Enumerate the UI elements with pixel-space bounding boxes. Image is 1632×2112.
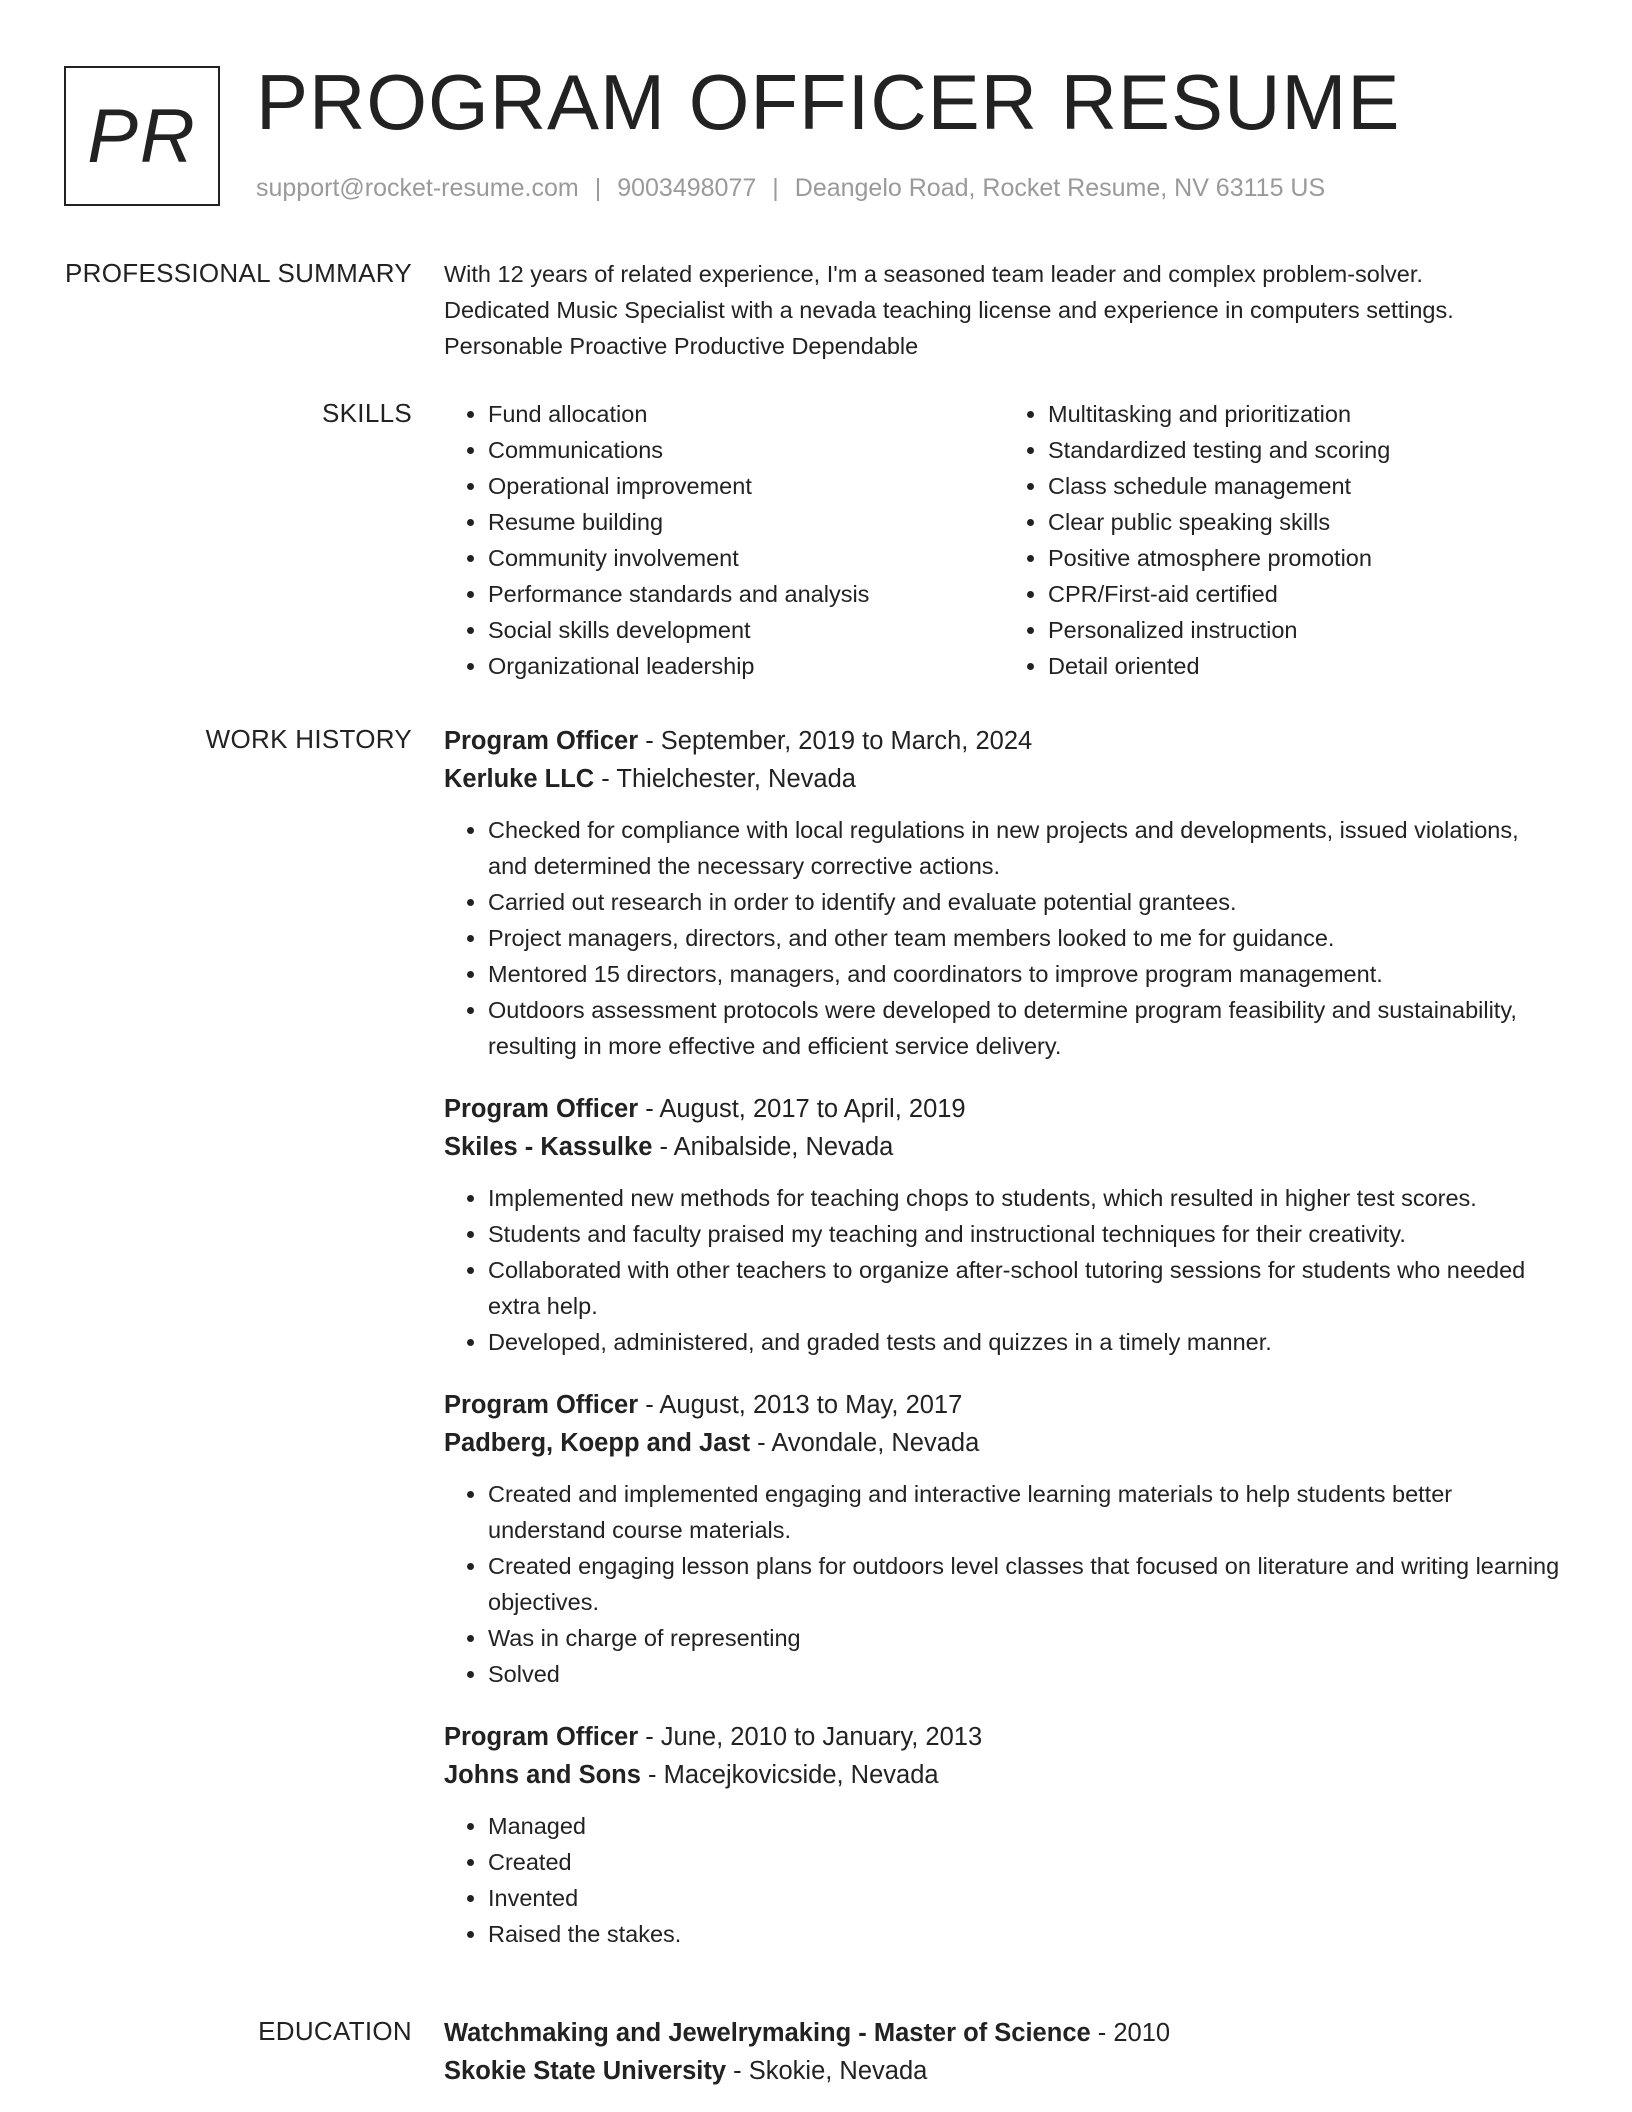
job-entry: [444, 722, 1564, 1064]
separator: |: [772, 174, 779, 202]
job-entry: [444, 1718, 1564, 1952]
contact-line: [256, 174, 1325, 203]
job-company: Skiles - Kassulke: [444, 1133, 653, 1161]
summary-body: [444, 256, 1564, 364]
skill-item: • Resume building: [488, 504, 1004, 540]
job-location: - Thielchester, Nevada: [594, 765, 856, 793]
job-bullet: • Mentored 15 directors, managers, and coordinators to improve program management.: [488, 956, 1564, 992]
skill-item: • Clear public speaking skills: [1048, 504, 1564, 540]
job-bullet: • Solved: [488, 1656, 1564, 1692]
section-label-summary: PROFESSIONAL SUMMARY: [65, 258, 412, 288]
skill-item: • Fund allocation: [488, 396, 1004, 432]
education-body: [444, 2014, 1564, 2090]
skill-item: • Operational improvement: [488, 468, 1004, 504]
job-title-line: [444, 1386, 1564, 1424]
job-location: - Macejkovicside, Nevada: [640, 1761, 939, 1789]
job-title: Program Officer: [444, 1391, 639, 1419]
job-title-line: [444, 1090, 1564, 1128]
job-title-line: [444, 1718, 1564, 1756]
job-title: Program Officer: [444, 727, 639, 755]
job-title: Program Officer: [444, 1095, 639, 1123]
job-company: Johns and Sons: [444, 1761, 641, 1789]
section-label-work: WORK HISTORY: [205, 724, 412, 754]
job-bullet: • Raised the stakes.: [488, 1916, 1564, 1952]
job-bullet: • Project managers, directors, and other team members looked to me for guidance.: [488, 920, 1564, 956]
skill-item: • Community involvement: [488, 540, 1004, 576]
summary-line: Personable Proactive Productive Dependable: [444, 333, 919, 359]
degree-line: [444, 2014, 1564, 2052]
job-bullet: • Checked for compliance with local regulations in new projects and developments, issued violations, and determined the necessary corrective actions.: [488, 812, 1564, 884]
school-location: - Skokie, Nevada: [726, 2057, 928, 2085]
job-bullet: • Carried out research in order to identify and evaluate potential grantees.: [488, 884, 1564, 920]
job-bullet: • Invented: [488, 1880, 1564, 1916]
job-company-line: [444, 1756, 1564, 1794]
job-title-line: [444, 722, 1564, 760]
skill-item: • CPR/First-aid certified: [1048, 576, 1564, 612]
summary-line: Dedicated Music Specialist with a nevada teaching license and experience in computers settings.: [444, 297, 1454, 323]
skill-item: • Communications: [488, 432, 1004, 468]
job-company: Padberg, Koepp and Jast: [444, 1429, 751, 1457]
skill-item: • Multitasking and prioritization: [1048, 396, 1564, 432]
skill-item: • Personalized instruction: [1048, 612, 1564, 648]
job-dates: - August, 2013 to May, 2017: [638, 1391, 963, 1419]
job-entry: [444, 1090, 1564, 1360]
job-entry: [444, 1386, 1564, 1692]
skill-item: • Standardized testing and scoring: [1048, 432, 1564, 468]
skill-item: • Detail oriented: [1048, 648, 1564, 684]
page-title: PROGRAM OFFICER RESUME: [256, 58, 1401, 146]
job-bullet: • Created engaging lesson plans for outdoors level classes that focused on literature and writing learning objectives.: [488, 1548, 1564, 1620]
monogram-badge: [64, 66, 220, 206]
job-bullet: • Managed: [488, 1808, 1564, 1844]
skill-item: • Performance standards and analysis: [488, 576, 1004, 612]
school: Skokie State University: [444, 2057, 727, 2085]
skills-list-left: [444, 396, 1004, 684]
job-dates: - September, 2019 to March, 2024: [638, 727, 1033, 755]
summary-line: With 12 years of related experience, I'm a seasoned team leader and complex problem-solver.: [444, 261, 1423, 287]
contact-address: Deangelo Road, Rocket Resume, NV 63115 US: [794, 174, 1326, 202]
job-bullets: [444, 1808, 1564, 1952]
job-title: Program Officer: [444, 1723, 639, 1751]
job-bullet: • Students and faculty praised my teaching and instructional techniques for their creativity.: [488, 1216, 1564, 1252]
separator: |: [594, 174, 602, 202]
job-dates: - June, 2010 to January, 2013: [638, 1723, 983, 1751]
job-bullets: [444, 1476, 1564, 1692]
skills-grid: [444, 396, 1564, 684]
work-history-body: [444, 722, 1564, 1978]
job-bullet: • Developed, administered, and graded tests and quizzes in a timely manner.: [488, 1324, 1564, 1360]
job-bullets: [444, 812, 1564, 1064]
degree: Watchmaking and Jewelrymaking - Master of Science: [444, 2019, 1091, 2047]
contact-email: support@rocket-resume.com: [256, 174, 579, 202]
contact-phone: 9003498077: [617, 174, 757, 202]
job-dates: - August, 2017 to April, 2019: [638, 1095, 966, 1123]
skills-list-right: [1004, 396, 1564, 684]
job-bullet: • Was in charge of representing: [488, 1620, 1564, 1656]
skill-item: • Social skills development: [488, 612, 1004, 648]
section-label-skills: SKILLS: [322, 398, 412, 428]
skill-item: • Organizational leadership: [488, 648, 1004, 684]
job-location: - Avondale, Nevada: [750, 1429, 980, 1457]
job-company-line: [444, 760, 1564, 798]
job-bullet: • Created: [488, 1844, 1564, 1880]
job-company-line: [444, 1424, 1564, 1462]
job-company-line: [444, 1128, 1564, 1166]
job-bullet: • Implemented new methods for teaching chops to students, which resulted in higher test scores.: [488, 1180, 1564, 1216]
skill-item: • Class schedule management: [1048, 468, 1564, 504]
job-company: Kerluke LLC: [444, 765, 595, 793]
job-bullet: • Outdoors assessment protocols were developed to determine program feasibility and sustainability, resulting in more effective and efficient service delivery.: [488, 992, 1564, 1064]
initials: PR: [87, 93, 197, 179]
job-bullet: • Collaborated with other teachers to organize after-school tutoring sessions for students who needed extra help.: [488, 1252, 1564, 1324]
skill-item: • Positive atmosphere promotion: [1048, 540, 1564, 576]
section-label-education: EDUCATION: [258, 2016, 412, 2046]
degree-year: - 2010: [1090, 2019, 1171, 2047]
job-bullet: • Created and implemented engaging and interactive learning materials to help students better understand course materials.: [488, 1476, 1564, 1548]
school-line: [444, 2052, 1564, 2090]
job-bullets: [444, 1180, 1564, 1360]
job-location: - Anibalside, Nevada: [652, 1133, 894, 1161]
